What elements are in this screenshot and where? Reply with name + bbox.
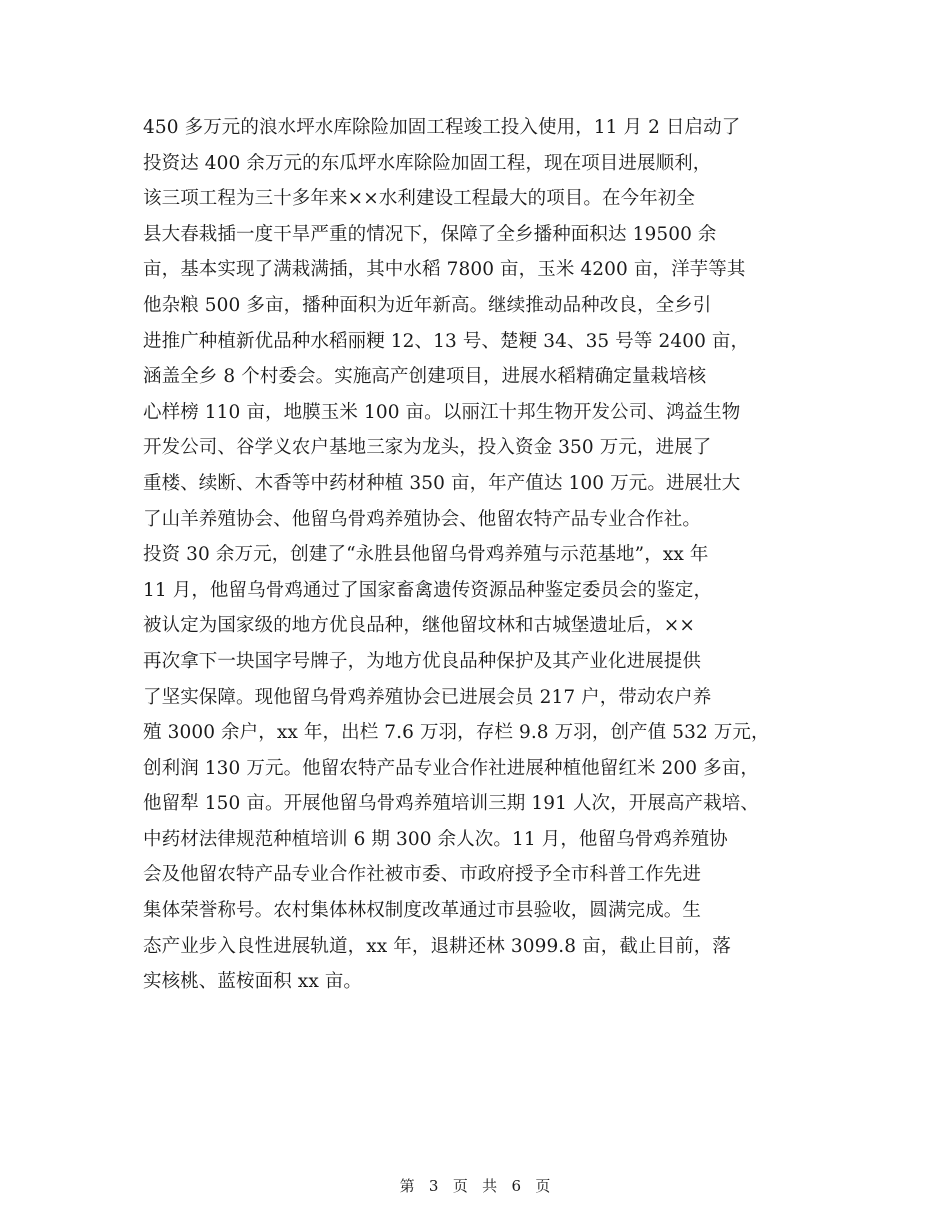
text-line: 涵盖全乡 8 个村委会。实施高产创建项目，进展水稻精确定量栽培核	[143, 366, 707, 388]
text-line: 心样榜 110 亩，地膜玉米 100 亩。以丽江十邦生物开发公司、鸿益生物	[143, 401, 741, 423]
text-line: 实核桃、蓝桉面积 xx 亩。	[143, 971, 363, 993]
footer-label-ye: 页	[452, 1177, 468, 1195]
footer-current-page: 3	[428, 1177, 439, 1195]
text-line: 亩，基本实现了满栽满插，其中水稻 7800 亩，玉米 4200 亩，洋芋等其	[143, 259, 746, 281]
text-line: 该三项工程为三十多年来××水利建设工程最大的项目。在今年初全	[143, 188, 696, 210]
text-line: 进推广种植新优品种水稻丽粳 12、13 号、楚粳 34、35 号等 2400 亩，	[143, 330, 750, 352]
text-line: 集体荣誉称号。农村集体林权制度改革通过市县验收，圆满完成。生	[143, 900, 702, 922]
footer-label-gong: 共	[482, 1177, 498, 1195]
text-line: 投资达 400 余万元的东瓜坪水库除险加固工程，现在项目进展顺利，	[143, 152, 712, 174]
text-line: 中药材法律规范种植培训 6 期 300 余人次。11 月，他留乌骨鸡养殖协	[143, 828, 728, 850]
page-footer	[0, 1176, 950, 1196]
text-line: 450 多万元的浪水坪水库除险加固工程竣工投入使用，11 月 2 日启动了	[143, 117, 741, 138]
text-line: 创利润 130 万元。他留农特产品专业合作社进展种植他留红米 200 多亩，	[143, 757, 759, 779]
text-line: 被认定为国家级的地方优良品种，继他留坟林和古城堡遗址后，××	[143, 615, 696, 637]
text-line: 了山羊养殖协会、他留乌骨鸡养殖协会、他留农特产品专业合作社。	[143, 508, 702, 530]
text-line: 他留犁 150 亩。开展他留乌骨鸡养殖培训三期 191 人次，开展高产栽培、	[143, 793, 759, 815]
footer-total-pages: 6	[511, 1177, 522, 1195]
text-line: 态产业步入良性进展轨道，xx 年，退耕还林 3099.8 亩，截止目前，落	[143, 935, 731, 957]
text-line: 会及他留农特产品专业合作社被市委、市政府授予全市科普工作先进	[143, 864, 702, 886]
text-line: 县大春栽插一度干旱严重的情况下，保障了全乡播种面积达 19500 余	[143, 223, 717, 245]
text-line: 他杂粮 500 多亩，播种面积为近年新高。继续推动品种改良，全乡引	[143, 294, 712, 316]
footer-label-di: 第	[399, 1177, 415, 1195]
text-line: 了坚实保障。现他留乌骨鸡养殖协会已进展会员 217 户，带动农户养	[143, 686, 712, 708]
text-line: 开发公司、谷学义农户基地三家为龙头，投入资金 350 万元，进展了	[143, 437, 712, 459]
text-line: 投资 30 余万元，创建了“永胜县他留乌骨鸡养殖与示范基地”，xx 年	[143, 544, 709, 566]
footer-label-ye2: 页	[535, 1177, 551, 1195]
text-line: 再次拿下一块国字号牌子，为地方优良品种保护及其产业化进展提供	[143, 650, 702, 672]
text-line: 重楼、续断、木香等中药材种植 350 亩，年产值达 100 万元。进展壮大	[143, 472, 741, 494]
body-text	[143, 110, 823, 1000]
text-line: 11 月，他留乌骨鸡通过了国家畜禽遗传资源品种鉴定委员会的鉴定，	[143, 579, 713, 601]
text-line: 殖 3000 余户，xx 年，出栏 7.6 万羽，存栏 9.8 万羽，创产值 532 万元，	[143, 722, 770, 744]
